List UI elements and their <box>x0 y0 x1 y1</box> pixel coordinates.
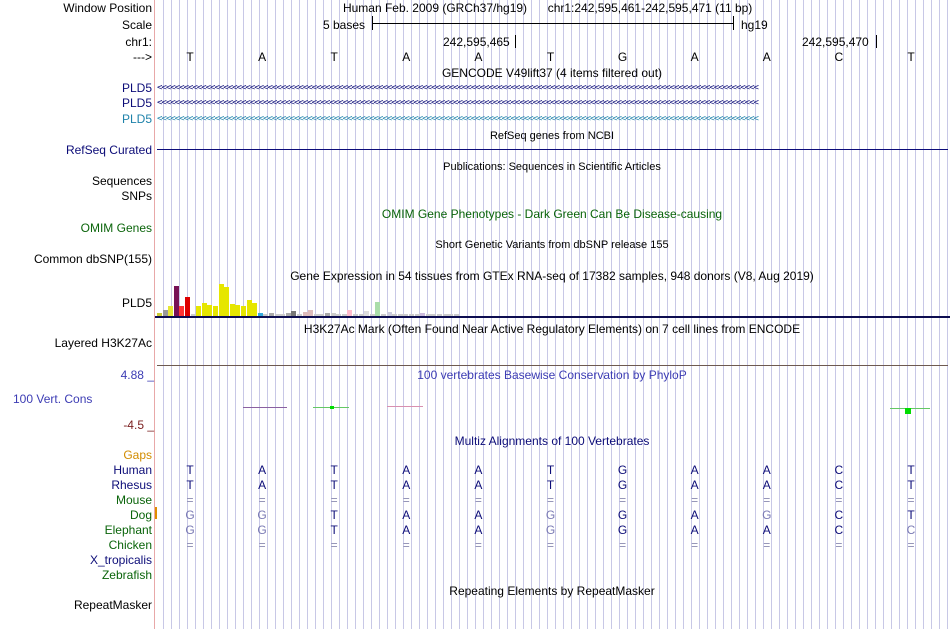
strand-label: ---> <box>133 50 152 64</box>
alignment-base: = <box>402 538 410 552</box>
alignment-base: A <box>258 463 267 477</box>
dna-base: T <box>907 50 915 64</box>
gtex-tissue-bar[interactable] <box>224 287 229 316</box>
alignment-base: T <box>546 478 555 492</box>
grid-line <box>611 0 612 629</box>
grid-line <box>771 0 772 629</box>
dna-base: T <box>546 50 555 64</box>
grid-line <box>731 0 732 629</box>
grid-line <box>819 0 820 629</box>
gtex-tissue-bar[interactable] <box>185 297 190 316</box>
alignment-base: = <box>691 538 699 552</box>
grid-line <box>755 0 756 629</box>
alignment-base: = <box>186 538 194 552</box>
chrom-label: chr1: <box>125 35 152 49</box>
scale-db-label: hg19 <box>741 18 768 32</box>
alignment-base: A <box>762 478 771 492</box>
grid-line <box>523 0 524 629</box>
label-divider <box>154 0 155 629</box>
grid-line <box>891 0 892 629</box>
gtex-gene-line <box>155 316 950 318</box>
gtex-tissue-bar[interactable] <box>168 306 173 316</box>
alignment-base: A <box>762 463 771 477</box>
grid-line <box>563 0 564 629</box>
alignment-base: = <box>835 538 843 552</box>
refseq-track-title: RefSeq genes from NCBI <box>489 130 615 142</box>
grid-line <box>515 0 516 629</box>
gtex-tissue-bar[interactable] <box>375 302 380 316</box>
gencode-gene-arrows-1[interactable]: <<<<<<<<<<<<<<<<<<<<<<<<<<<<<<<<<<<<<<<<<<<<<<<<<<<<<<<<<<<<<<<<<<<<<<<<<<<<<<<<<<<<<<<<<<<<<<<<<<<<<<<<<<<<<<<<<<<<<<<<<<<<<<<<<<<<<<<< <box>157 83 758 93</box>
scale-label: Scale <box>121 18 152 32</box>
alignment-base: G <box>617 463 628 477</box>
alignment-base: C <box>834 463 844 477</box>
grid-line <box>595 0 596 629</box>
grid-line <box>675 0 676 629</box>
alignment-base: G <box>257 523 267 537</box>
alignment-base: = <box>330 493 338 507</box>
alignment-base: = <box>907 538 915 552</box>
alignment-base: = <box>763 493 771 507</box>
alignment-base: G <box>185 523 195 537</box>
gtex-track-label[interactable]: PLD5 <box>121 296 152 310</box>
phylop-max-label: 4.88 _ <box>120 368 154 382</box>
gencode-gene-arrows-2[interactable]: <<<<<<<<<<<<<<<<<<<<<<<<<<<<<<<<<<<<<<<<<<<<<<<<<<<<<<<<<<<<<<<<<<<<<<<<<<<<<<<<<<<<<<<<<<<<<<<<<<<<<<<<<<<<<<<<<<<<<<<<<<<<<<<<<<<<<<<< <box>157 98 758 108</box>
refseq-track-label[interactable]: RefSeq Curated <box>65 143 152 157</box>
dna-base: A <box>474 50 483 64</box>
dna-base: C <box>834 50 844 64</box>
alignment-base: = <box>619 538 627 552</box>
grid-line <box>571 0 572 629</box>
dna-base: A <box>258 50 267 64</box>
species-label[interactable]: Mouse <box>115 493 152 507</box>
grid-line <box>659 0 660 629</box>
grid-line <box>707 0 708 629</box>
publications-track-title: Publications: Sequences in Scientific Articles <box>443 161 661 173</box>
gtex-tissue-bar[interactable] <box>252 303 257 316</box>
grid-line <box>643 0 644 629</box>
alignment-base: T <box>546 463 555 477</box>
alignment-base: G <box>545 523 556 537</box>
alignment-base: T <box>186 463 194 477</box>
coord-tick-b <box>876 35 877 48</box>
phylop-signal-1 <box>243 407 287 408</box>
alignment-base: T <box>330 478 338 492</box>
species-label[interactable]: Rhesus <box>111 478 152 492</box>
grid-line <box>459 0 460 629</box>
dna-base: T <box>330 50 338 64</box>
alignment-base: A <box>474 463 483 477</box>
alignment-base: T <box>330 523 338 537</box>
window-position-label: Window Position <box>63 1 152 15</box>
dna-base: G <box>617 50 628 64</box>
alignment-base: C <box>834 508 844 522</box>
scale-bar-right-tick <box>733 16 734 30</box>
phylop-track-title: 100 vertebrates Basewise Conservation by PhyloP <box>417 368 687 382</box>
grid-line <box>867 0 868 629</box>
alignment-base: A <box>690 523 699 537</box>
dog-gap-marker <box>155 507 157 519</box>
multiz-track-title: Multiz Alignments of 100 Vertebrates <box>454 434 650 448</box>
grid-line <box>859 0 860 629</box>
grid-line <box>667 0 668 629</box>
grid-line <box>499 0 500 629</box>
gtex-tissue-bar[interactable] <box>213 306 218 316</box>
grid-line <box>787 0 788 629</box>
alignment-base: T <box>186 478 194 492</box>
assembly-title: Human Feb. 2009 (GRCh37/hg19) <box>342 1 528 15</box>
alignment-base: A <box>474 478 483 492</box>
alignment-base: = <box>258 538 266 552</box>
h3k27ac-track-label[interactable]: Layered H3K27Ac <box>54 336 152 350</box>
gtex-tissue-bar[interactable] <box>179 306 184 316</box>
gtex-tissue-bar[interactable] <box>196 306 201 316</box>
alignment-base: A <box>402 478 411 492</box>
phylop-peak-2 <box>330 406 334 409</box>
h3k27ac-track-title: H3K27Ac Mark (Often Found Near Active Regulatory Elements) on 7 cell lines from ENCODE <box>303 322 801 336</box>
grid-line <box>715 0 716 629</box>
grid-line <box>795 0 796 629</box>
gencode-gene-arrows-3[interactable]: <<<<<<<<<<<<<<<<<<<<<<<<<<<<<<<<<<<<<<<<<<<<<<<<<<<<<<<<<<<<<<<<<<<<<<<<<<<<<<<<<<<<<<<<<<<<<<<<<<<<<<<<<<<<<<<<<<<<<<<<<<<<<<<<<<<<<<<< <box>157 114 758 124</box>
alignment-base: A <box>690 478 699 492</box>
coord-label-a: 242,595,465 <box>443 35 510 49</box>
alignment-base: G <box>617 478 628 492</box>
alignment-base: A <box>474 508 483 522</box>
alignment-base: = <box>186 493 194 507</box>
grid-line <box>747 0 748 629</box>
alignment-base: = <box>330 538 338 552</box>
gtex-tissue-bar[interactable] <box>174 286 179 316</box>
dna-base: A <box>402 50 411 64</box>
alignment-base: = <box>691 493 699 507</box>
coord-label-b: 242,595,470 <box>802 35 869 49</box>
grid-line <box>947 0 948 629</box>
alignment-base: = <box>546 538 555 552</box>
grid-line <box>739 0 740 629</box>
alignment-base: G <box>617 523 628 537</box>
repeatmasker-track-title: Repeating Elements by RepeatMasker <box>449 584 655 598</box>
alignment-base: T <box>907 508 915 522</box>
multiz-gaps-label[interactable]: Gaps <box>123 448 152 462</box>
snps-track-label[interactable]: SNPs <box>121 189 152 203</box>
grid-line <box>587 0 588 629</box>
alignment-base: A <box>258 478 267 492</box>
dbsnp-track-label[interactable]: Common dbSNP(155) <box>33 252 152 266</box>
alignment-base: C <box>834 478 844 492</box>
grid-line <box>491 0 492 629</box>
grid-line <box>939 0 940 629</box>
grid-line <box>603 0 604 629</box>
grid-line <box>779 0 780 629</box>
grid-line <box>651 0 652 629</box>
alignment-base: A <box>474 523 483 537</box>
alignment-base: T <box>907 463 915 477</box>
grid-line <box>699 0 700 629</box>
gtex-tissue-bar[interactable] <box>202 303 207 316</box>
gencode-gene-label-2[interactable]: PLD5 <box>121 96 152 110</box>
alignment-base: = <box>619 493 627 507</box>
phylop-track-label[interactable]: 100 Vert. Cons <box>13 392 93 406</box>
phylop-signal-3 <box>387 406 423 407</box>
gencode-gene-label-3[interactable]: PLD5 <box>121 112 152 126</box>
alignment-base: C <box>834 523 844 537</box>
alignment-base: G <box>185 508 195 522</box>
alignment-base: G <box>617 508 628 522</box>
coord-tick-a <box>515 35 516 48</box>
species-label[interactable]: Elephant <box>104 523 152 537</box>
dbsnp-track-title: Short Genetic Variants from dbSNP release 155 <box>435 239 669 251</box>
grid-line <box>531 0 532 629</box>
alignment-base: A <box>402 463 411 477</box>
grid-line <box>723 0 724 629</box>
alignment-base: = <box>258 493 266 507</box>
phylop-peak-4 <box>905 408 911 414</box>
grid-line <box>539 0 540 629</box>
alignment-base: T <box>330 508 338 522</box>
alignment-base: T <box>330 463 338 477</box>
alignment-base: A <box>690 508 699 522</box>
grid-line <box>931 0 932 629</box>
species-label[interactable]: Dog <box>129 508 152 522</box>
gtex-tissue-bar[interactable] <box>219 284 224 316</box>
refseq-gene-line[interactable] <box>157 149 948 150</box>
gencode-track-title: GENCODE V49lift37 (4 items filtered out) <box>441 66 663 80</box>
gtex-tissue-bar[interactable] <box>207 305 212 316</box>
position-readout: chr1:242,595,461-242,595,471 (11 bp) <box>547 1 753 15</box>
alignment-base: = <box>546 493 555 507</box>
alignment-base: G <box>257 508 267 522</box>
alignment-base: G <box>762 508 772 522</box>
alignment-base: = <box>907 493 915 507</box>
grid-line <box>467 0 468 629</box>
grid-line <box>827 0 828 629</box>
grid-line <box>923 0 924 629</box>
grid-line <box>875 0 876 629</box>
species-label[interactable]: Zebrafish <box>101 568 152 582</box>
h3k27ac-baseline <box>157 365 948 366</box>
alignment-base: = <box>474 538 482 552</box>
species-label[interactable]: Human <box>113 463 152 477</box>
grid-line <box>803 0 804 629</box>
gtex-tissue-bar[interactable] <box>241 306 246 316</box>
alignment-base: A <box>690 463 699 477</box>
alignment-base: A <box>762 523 771 537</box>
alignment-base: = <box>402 493 410 507</box>
grid-line <box>851 0 852 629</box>
omim-track-title: OMIM Gene Phenotypes - Dark Green Can Be Disease-causing <box>381 207 723 221</box>
grid-line <box>483 0 484 629</box>
grid-line <box>579 0 580 629</box>
species-label[interactable]: Chicken <box>108 538 152 552</box>
grid-line <box>883 0 884 629</box>
phylop-min-label: -4.5 _ <box>123 418 154 432</box>
gtex-tissue-bar[interactable] <box>247 300 252 316</box>
species-label[interactable]: X_tropicalis <box>89 553 152 567</box>
dna-base: A <box>690 50 699 64</box>
dna-base: A <box>762 50 771 64</box>
grid-line <box>507 0 508 629</box>
repeatmasker-track-label[interactable]: RepeatMasker <box>73 598 152 612</box>
gencode-gene-label-1[interactable]: PLD5 <box>121 81 152 95</box>
grid-line <box>899 0 900 629</box>
dna-base: T <box>186 50 194 64</box>
gtex-track-title: Gene Expression in 54 tissues from GTEx RNA-seq of 17382 samples, 948 donors (V8, Aug 2019) <box>290 269 814 283</box>
omim-track-label[interactable]: OMIM Genes <box>80 221 152 235</box>
gtex-tissue-bar[interactable] <box>235 305 240 316</box>
alignment-base: G <box>545 508 556 522</box>
scale-bar-line <box>372 23 734 24</box>
alignment-base: T <box>907 478 915 492</box>
scale-bar-label: 5 bases <box>323 18 366 32</box>
sequences-track-label[interactable]: Sequences <box>91 174 152 188</box>
grid-line <box>683 0 684 629</box>
alignment-base: = <box>835 493 843 507</box>
alignment-base: A <box>402 508 411 522</box>
alignment-base: A <box>402 523 411 537</box>
grid-line <box>635 0 636 629</box>
grid-line <box>811 0 812 629</box>
alignment-base: = <box>763 538 771 552</box>
alignment-base: C <box>906 523 916 537</box>
gtex-tissue-bar[interactable] <box>230 304 235 316</box>
alignment-base: = <box>474 493 482 507</box>
